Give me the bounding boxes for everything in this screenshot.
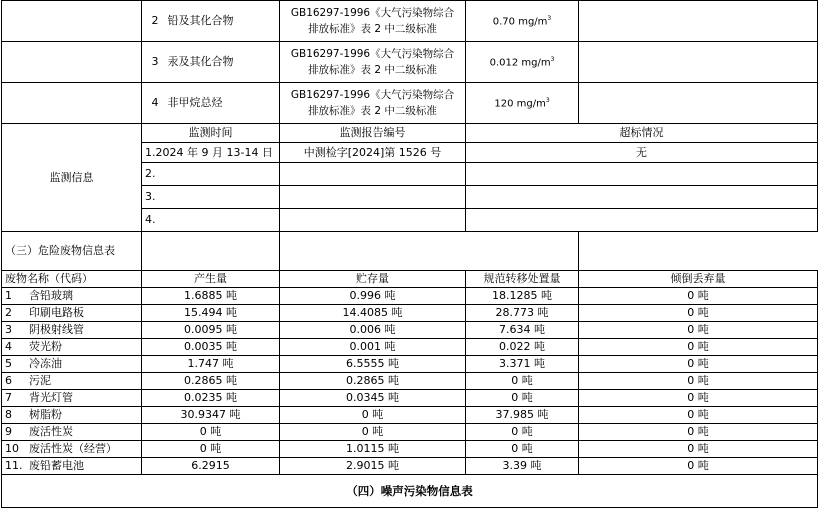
waste-name-cell: [2, 288, 142, 305]
waste-name-cell: [2, 390, 142, 407]
blank-cell: [280, 232, 579, 271]
limit-unit: mg/m: [518, 16, 548, 28]
standard-line: GB16297-1996《大气污染物综合: [290, 89, 455, 101]
info-table: [1, 0, 818, 508]
blank-cell: [579, 83, 818, 124]
waste-number: 10: [5, 442, 19, 455]
waste-number: 8: [5, 408, 12, 421]
waste-number: 11.: [5, 459, 23, 472]
pollutant-name: 非甲烷总烃: [167, 96, 223, 109]
dumped-value: 0 吨: [579, 458, 818, 475]
report-number: [280, 209, 466, 232]
waste-number: 7: [5, 391, 12, 404]
limit-value: 0.012: [489, 57, 519, 69]
hazardous-header-row: [2, 271, 818, 288]
stored-value: 0.996 吨: [280, 288, 466, 305]
waste-name-cell: [2, 339, 142, 356]
limit-cell: [466, 83, 579, 124]
stored-value: 0.0345 吨: [280, 390, 466, 407]
monitoring-time: 3.: [142, 186, 280, 209]
transferred-value: 0.022 吨: [466, 339, 579, 356]
produced-value: 1.6885 吨: [142, 288, 280, 305]
dumped-value: 0 吨: [579, 424, 818, 441]
limit-superscript: 3: [545, 97, 550, 105]
dumped-value: 0 吨: [579, 339, 818, 356]
waste-name-cell: [2, 373, 142, 390]
waste-number: 3: [5, 323, 12, 336]
transferred-value: 0 吨: [466, 424, 579, 441]
limit-cell: [466, 1, 579, 42]
monitoring-time-header: 监测时间: [142, 124, 280, 143]
waste-name: 废铅蓄电池: [29, 459, 84, 472]
waste-name: 废活性炭: [29, 425, 73, 438]
stored-value: 0.006 吨: [280, 322, 466, 339]
standard-line: GB16297-1996《大气污染物综合: [290, 48, 455, 60]
waste-name-cell: [2, 305, 142, 322]
waste-row: [2, 288, 818, 305]
exceed-status: [466, 163, 818, 186]
waste-name-cell: [2, 458, 142, 475]
waste-row: [2, 322, 818, 339]
standard-cell: [280, 1, 466, 42]
pollutant-name-cell: [142, 83, 280, 124]
stored-value: 1.0115 吨: [280, 441, 466, 458]
waste-row: [2, 373, 818, 390]
transferred-header: 规范转移处置量: [466, 271, 579, 288]
produced-value: 0.0235 吨: [142, 390, 280, 407]
hazardous-section-title: （三）危险废物信息表: [2, 232, 142, 271]
waste-name: 背光灯管: [29, 391, 73, 404]
produced-value: 0 吨: [142, 441, 280, 458]
stored-value: 14.4085 吨: [280, 305, 466, 322]
waste-row: [2, 305, 818, 322]
stored-value: 6.5555 吨: [280, 356, 466, 373]
waste-number: 1: [5, 289, 12, 302]
pollutant-number: 2: [151, 14, 159, 27]
dumped-value: 0 吨: [579, 356, 818, 373]
report-number-header: 监测报告编号: [280, 124, 466, 143]
waste-number: 5: [5, 357, 12, 370]
limit-value: 120: [494, 98, 514, 110]
exceed-status: [466, 186, 818, 209]
transferred-value: 0 吨: [466, 390, 579, 407]
dumped-value: 0 吨: [579, 288, 818, 305]
monitoring-label: 监测信息: [2, 124, 142, 232]
produced-value: 15.494 吨: [142, 305, 280, 322]
exceed-status: 无: [466, 143, 818, 163]
blank-cell: [579, 42, 818, 83]
pollutant-name: 铅及其化合物: [167, 14, 234, 27]
waste-name-cell: [2, 407, 142, 424]
transferred-value: 3.371 吨: [466, 356, 579, 373]
waste-row: [2, 339, 818, 356]
transferred-value: 37.985 吨: [466, 407, 579, 424]
pollutant-name: 汞及其化合物: [167, 55, 234, 68]
waste-name: 含铅玻璃: [29, 289, 73, 302]
report-number: [280, 163, 466, 186]
report-number: [280, 186, 466, 209]
transferred-value: 0 吨: [466, 441, 579, 458]
pollutant-name-cell: [142, 42, 280, 83]
produced-value: 0 吨: [142, 424, 280, 441]
dumped-value: 0 吨: [579, 322, 818, 339]
waste-row: [2, 356, 818, 373]
blank-cell: [579, 1, 818, 42]
waste-name: 印刷电路板: [29, 306, 84, 319]
produced-value: 30.9347 吨: [142, 407, 280, 424]
blank-cell: [2, 42, 142, 83]
waste-number: 9: [5, 425, 12, 438]
blank-cell: [2, 1, 142, 42]
blank-cell: [2, 83, 142, 124]
waste-name: 荧光粉: [29, 340, 62, 353]
monitoring-time: 1.2024 年 9 月 13-14 日: [142, 143, 280, 163]
waste-number: 4: [5, 340, 12, 353]
waste-name-cell: [2, 356, 142, 373]
waste-number: 2: [5, 306, 12, 319]
stored-value: 0.2865 吨: [280, 373, 466, 390]
transferred-value: 28.773 吨: [466, 305, 579, 322]
dumped-value: 0 吨: [579, 441, 818, 458]
transferred-value: 18.1285 吨: [466, 288, 579, 305]
stored-value: 2.9015 吨: [280, 458, 466, 475]
stored-value: 0 吨: [280, 407, 466, 424]
waste-number: 6: [5, 374, 12, 387]
standard-line: 排放标准》表 2 中二级标准: [308, 105, 437, 117]
monitoring-time: 4.: [142, 209, 280, 232]
pollutant-row: [2, 42, 818, 83]
pollutant-row: [2, 1, 818, 42]
waste-name: 阴极射线管: [29, 323, 84, 336]
produced-value: 0.2865 吨: [142, 373, 280, 390]
stored-value: 0 吨: [280, 424, 466, 441]
transferred-value: 7.634 吨: [466, 322, 579, 339]
dumped-header: 倾倒丢弃量: [579, 271, 818, 288]
monitoring-time: 2.: [142, 163, 280, 186]
limit-unit: mg/m: [516, 98, 546, 110]
transferred-value: 3.39 吨: [466, 458, 579, 475]
monitoring-header-row: [2, 124, 818, 143]
stored-value: 0.001 吨: [280, 339, 466, 356]
limit-unit: mg/m: [521, 57, 551, 69]
limit-value: 0.70: [492, 16, 516, 28]
waste-row: [2, 458, 818, 475]
pollutant-number: 3: [151, 55, 159, 68]
waste-name-cell: [2, 424, 142, 441]
pollutant-number: 4: [151, 96, 159, 109]
limit-superscript: 3: [550, 56, 555, 64]
waste-row: [2, 424, 818, 441]
report-number: 中测检字[2024]第 1526 号: [280, 143, 466, 163]
waste-name: 树脂粉: [29, 408, 62, 421]
waste-name: 冷冻油: [29, 357, 62, 370]
waste-name-cell: [2, 322, 142, 339]
waste-name-header: 废物名称（代码）: [2, 271, 142, 288]
transferred-value: 0 吨: [466, 373, 579, 390]
waste-name-cell: [2, 441, 142, 458]
limit-superscript: 3: [547, 15, 552, 23]
pollutant-row: [2, 83, 818, 124]
waste-row: [2, 441, 818, 458]
standard-line: GB16297-1996《大气污染物综合: [290, 7, 455, 19]
standard-cell: [280, 42, 466, 83]
monitoring-filler-row: [2, 232, 818, 271]
noise-title-row: [2, 475, 818, 508]
produced-value: 0.0095 吨: [142, 322, 280, 339]
exceed-header: 超标情况: [466, 124, 818, 143]
pollutant-name-cell: [142, 1, 280, 42]
waste-name: 污泥: [29, 374, 51, 387]
dumped-value: 0 吨: [579, 305, 818, 322]
dumped-value: 0 吨: [579, 407, 818, 424]
dumped-value: 0 吨: [579, 390, 818, 407]
produced-value: 6.2915: [142, 458, 280, 475]
standard-cell: [280, 83, 466, 124]
exceed-status: [466, 209, 818, 232]
waste-row: [2, 407, 818, 424]
produced-value: 1.747 吨: [142, 356, 280, 373]
stored-header: 贮存量: [280, 271, 466, 288]
waste-name: 废活性炭（经营）: [29, 442, 117, 455]
limit-cell: [466, 42, 579, 83]
dumped-value: 0 吨: [579, 373, 818, 390]
standard-line: 排放标准》表 2 中二级标准: [308, 64, 437, 76]
standard-line: 排放标准》表 2 中二级标准: [308, 23, 437, 35]
produced-value: 0.0035 吨: [142, 339, 280, 356]
noise-section-title: （四）噪声污染物信息表: [2, 475, 818, 508]
waste-row: [2, 390, 818, 407]
produced-header: 产生量: [142, 271, 280, 288]
blank-cell: [142, 232, 280, 271]
